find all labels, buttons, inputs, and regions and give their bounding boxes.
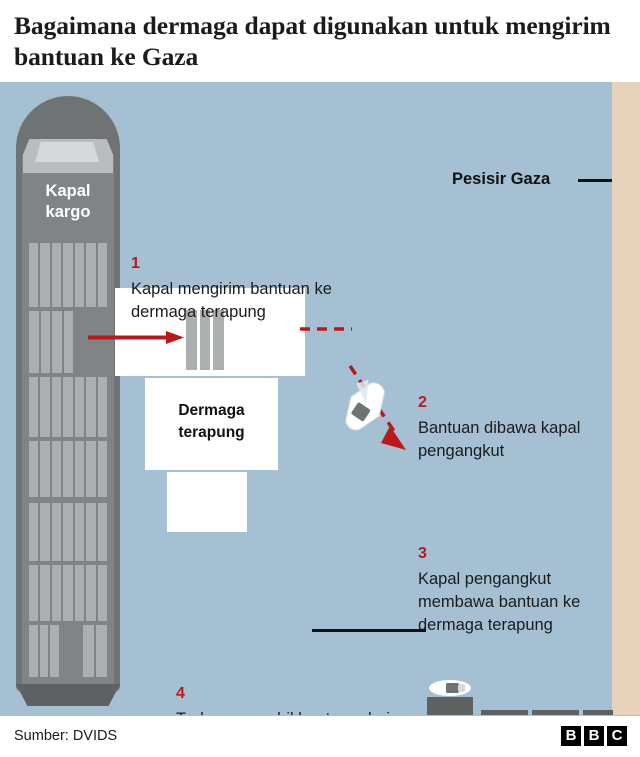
ship-label (16, 181, 120, 223)
truck-label-leader-line (312, 629, 426, 632)
footer (0, 715, 640, 757)
bbc-logo-letter-1: B (561, 726, 581, 746)
cargo-row (29, 503, 107, 561)
step-1-number: 1 (131, 255, 140, 272)
header (0, 0, 640, 82)
ship-bow (16, 684, 120, 706)
bbc-logo-letter-3: C (607, 726, 627, 746)
diagram-scene (0, 82, 640, 715)
cargo-row (29, 565, 107, 621)
step-2-annotation (418, 393, 603, 463)
cargo-row (29, 311, 73, 373)
cargo-ship-icon (16, 96, 120, 706)
pier-label-line2: terapung (178, 424, 245, 441)
step-2-text: Bantuan dibawa kapal pengangkut (418, 419, 581, 460)
step-4-number: 4 (176, 685, 185, 702)
cargo-row (29, 243, 107, 307)
cargo-row (29, 377, 107, 437)
bbc-logo (561, 726, 627, 746)
cargo-row (83, 625, 107, 677)
step-3-text: Kapal pengangkut membawa bantuan ke dermaga terapung (418, 570, 581, 634)
transport-boat-icon (338, 380, 390, 442)
dashed-line-pier-to-boat-icon (300, 326, 352, 332)
step-1-text: Kapal mengirim bantuan ke dermaga terapung (131, 280, 332, 321)
step-2-number: 2 (418, 394, 427, 411)
bbc-logo-letter-2: B (584, 726, 604, 746)
step-3-number: 3 (418, 545, 427, 562)
step-3-annotation (418, 544, 613, 637)
ship-bridge-window (35, 142, 99, 162)
ship-label-line1: Kapal (45, 182, 91, 200)
shore-label-leader-line (578, 179, 612, 182)
page-title: Bagaimana dermaga dapat digunakan untuk mengirim bantuan ke Gaza (14, 11, 611, 71)
ship-label-line2: kargo (45, 203, 91, 221)
docked-boat-icon (429, 680, 471, 696)
floating-pier-platform-bottom (167, 472, 247, 532)
cargo-row (29, 441, 107, 497)
pier-label (145, 400, 278, 444)
gaza-shore-band (612, 82, 640, 715)
source-text: Sumber: DVIDS (14, 728, 118, 744)
step-1-annotation (131, 254, 341, 324)
shore-label: Pesisir Gaza (452, 170, 551, 188)
arrow-ship-to-pier-icon (88, 331, 184, 344)
cargo-row (29, 625, 59, 677)
pier-label-line1: Dermaga (178, 402, 245, 419)
